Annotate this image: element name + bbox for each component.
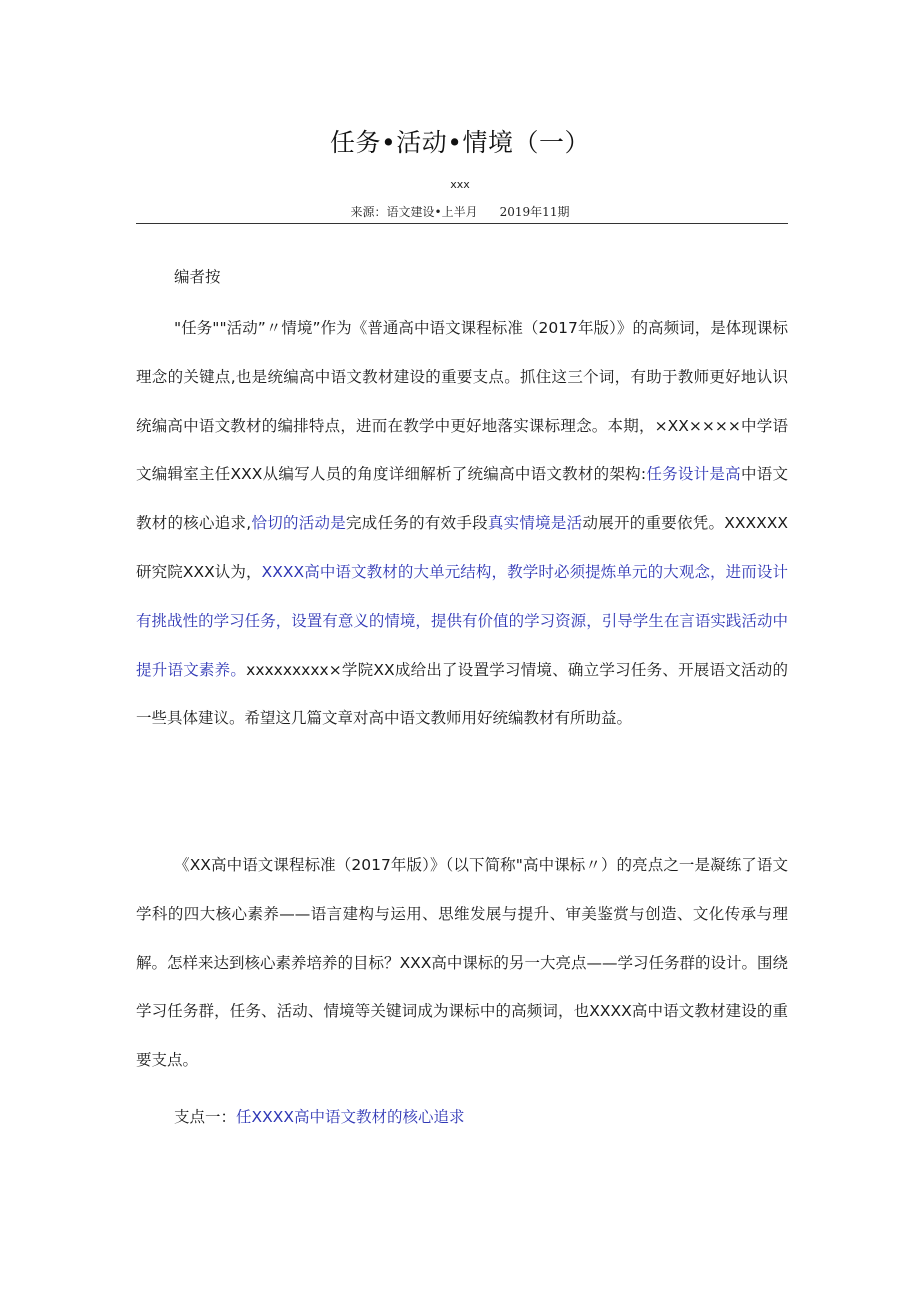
note-segment: 完成任务的有效手段	[346, 514, 488, 533]
editor-note-label: 编者按	[174, 268, 221, 286]
article-source	[0, 203, 920, 221]
source-label: 来源：语文建设•上半月	[350, 205, 478, 219]
note-segment-highlight: 真实情境是活	[487, 514, 583, 533]
editor-note-paragraph	[136, 304, 788, 743]
note-segment-highlight: 任务设计是高	[646, 465, 741, 484]
source-issue: 2019年11期	[499, 205, 570, 219]
section-heading-point-one	[136, 1093, 788, 1142]
article-author: xxx	[450, 178, 470, 191]
header-divider	[136, 223, 788, 224]
point-one-title: 任XXXX高中语文教材的核心追求	[236, 1108, 465, 1126]
article-title: 任务•活动•情境（一）	[330, 128, 590, 157]
note-segment: xxxxxxxxx×学院XX成给出了设置学习情境、确立学习任务、开展语文活动的一些具体建议。希望这几篇文章对高中语文教师用好统编教材有所助益。	[136, 660, 788, 728]
body-text: 《XX高中语文课程标准（2017年版）》（以下简称"高中课标〃）的亮点之一是凝练了语文学科的四大核心素养——语言建构与运用、思维发展与提升、审美鉴赏与创造、文化传承与理解。怎样来达到核心素养培养的目标？XXX高中课标的另一大亮点——学习任务群的设计。围绕学习任务群，任务、活动、情境等关键词成为课标中的高频词，也XXXX高中语文教材建设的重要支点。	[136, 856, 788, 1070]
note-segment-highlight: XXXX高中语文教材的大单元结构，教学时必须提炼单元的大观念，进而设计有挑战性的学习任务，设置有意义的情境，提供有价值的学习资源，引导学生在言语实践活动中提升语文素养。	[136, 562, 788, 679]
note-segment: "任务""活动”〃情境”作为《普通高中语文课程标准（2017年版）》的高频词，是体现课标理念的关键点,也是统编高中语文教材建设的重要支点。抓住这三个词，有助于教师更好地认识统编高中语文教材的编排特点，进而在教学中更好地落实课标理念。本期，×XX××××中学语文编辑室主任XXX从编写人员的角度详细解析了统编高中语文教材的架构:	[136, 319, 788, 484]
body-paragraph	[136, 841, 788, 1085]
point-one-label: 支点一：	[174, 1108, 237, 1126]
note-segment: 动展开的重要依凭。XXXXXX研究院XXX认为，	[136, 514, 788, 581]
note-segment-highlight: 恰切的活动是	[251, 514, 347, 533]
note-segment: 中语文教材的核心追求,	[136, 465, 788, 533]
